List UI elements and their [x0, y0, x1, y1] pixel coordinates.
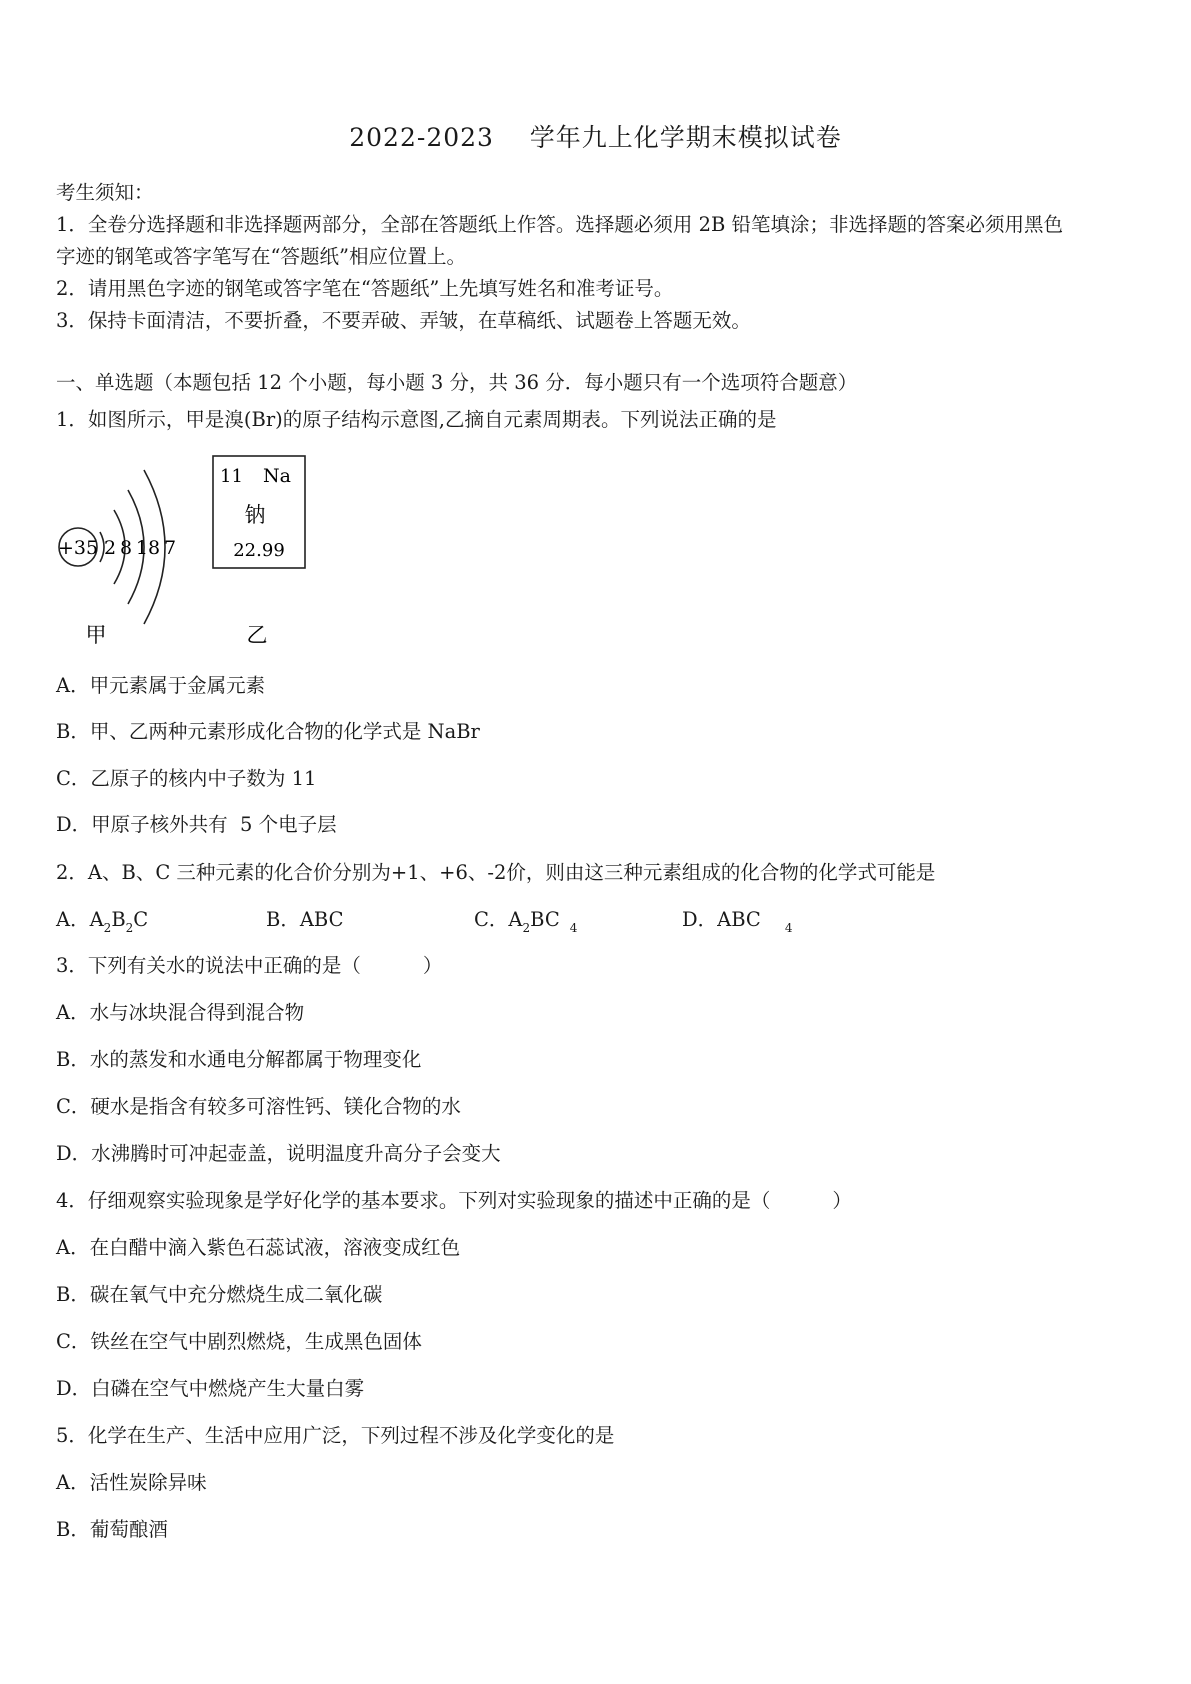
- q2-stem: 2．A、B、C 三种元素的化合价分别为+1、+6、-2价，则由这三种元素组成的化合物的化学式可能是: [56, 861, 936, 884]
- shell-count-1: 2: [103, 537, 117, 559]
- q3-option-a: A．水与冰块混合得到混合物: [56, 1001, 305, 1024]
- q2-option-d: D．ABC $_4$: [682, 908, 793, 935]
- shell-count-4: 7: [163, 537, 177, 559]
- q2-option-b: B．ABC: [266, 908, 344, 931]
- section-heading: 一、单选题（本题包括 12 个小题，每小题 3 分，共 36 分．每小题只有一个选项符合题意）: [56, 371, 858, 394]
- q1-stem: 1．如图所示，甲是溴(Br)的原子结构示意图,乙摘自元素周期表。下列说法正确的是: [56, 408, 777, 431]
- q5-stem: 5．化学在生产、生活中应用广泛，下列过程不涉及化学变化的是: [56, 1424, 615, 1447]
- atom-and-cell-diagram: [52, 440, 312, 650]
- q2-option-c: C．$A_2BC$ $_4$: [474, 908, 578, 935]
- figure-label-jia: 甲: [85, 623, 107, 647]
- q1-option-b: B．甲、乙两种元素形成化合物的化学式是 NaBr: [56, 720, 480, 743]
- notice-item-2: 2．请用黑色字迹的钢笔或答字笔在“答题纸”上先填写姓名和准考证号。: [56, 277, 674, 300]
- figure-label-yi: 乙: [246, 623, 268, 647]
- element-symbol: Na: [263, 465, 291, 487]
- shell-count-2: 8: [119, 537, 133, 559]
- q5-option-a: A．活性炭除异味: [56, 1471, 207, 1494]
- q4-option-a: A．在白醋中滴入紫色石蕊试液，溶液变成红色: [56, 1236, 461, 1259]
- q1-figure: [52, 440, 312, 650]
- nucleus-label: +35: [57, 537, 99, 559]
- atomic-mass: 22.99: [233, 540, 285, 561]
- element-name: 钠: [244, 503, 266, 527]
- notice-item-3: 3．保持卡面清洁，不要折叠，不要弄破、弄皱，在草稿纸、试题卷上答题无效。: [56, 309, 751, 332]
- q3-option-c: C．硬水是指含有较多可溶性钙、镁化合物的水: [56, 1095, 461, 1118]
- q4-option-c: C．铁丝在空气中剧烈燃烧，生成黑色固体: [56, 1330, 422, 1353]
- q1-option-d: D．甲原子核外共有 5 个电子层: [56, 813, 337, 836]
- q1-option-a: A．甲元素属于金属元素: [56, 674, 266, 697]
- q3-stem: 3．下列有关水的说法中正确的是（ ）: [56, 954, 443, 977]
- q4-option-d: D．白磷在空气中燃烧产生大量白雾: [56, 1377, 365, 1400]
- q2-option-a: A．$A_2B_2C$: [56, 908, 149, 935]
- q1-option-c: C．乙原子的核内中子数为 11: [56, 767, 317, 790]
- atomic-number: 11: [220, 466, 243, 487]
- shell-count-3: 18: [135, 537, 161, 559]
- notice-heading: 考生须知：: [56, 181, 154, 204]
- q4-option-b: B．碳在氧气中充分燃烧生成二氧化碳: [56, 1283, 383, 1306]
- q4-stem: 4．仔细观察实验现象是学好化学的基本要求。下列对实验现象的描述中正确的是（ ）: [56, 1189, 852, 1212]
- q3-option-d: D．水沸腾时可冲起壶盖，说明温度升高分子会变大: [56, 1142, 501, 1165]
- q3-option-b: B．水的蒸发和水通电分解都属于物理变化: [56, 1048, 422, 1071]
- exam-title: 2022-2023 学年九上化学期末模拟试卷: [349, 123, 842, 152]
- notice-item-1b: 字迹的钢笔或答字笔写在“答题纸”相应位置上。: [56, 245, 466, 268]
- q5-option-b: B．葡萄酿酒: [56, 1518, 168, 1541]
- notice-item-1a: 1．全卷分选择题和非选择题两部分，全部在答题纸上作答。选择题必须用 2B 铅笔填涂；非选择题的答案必须用黑色: [56, 213, 1064, 236]
